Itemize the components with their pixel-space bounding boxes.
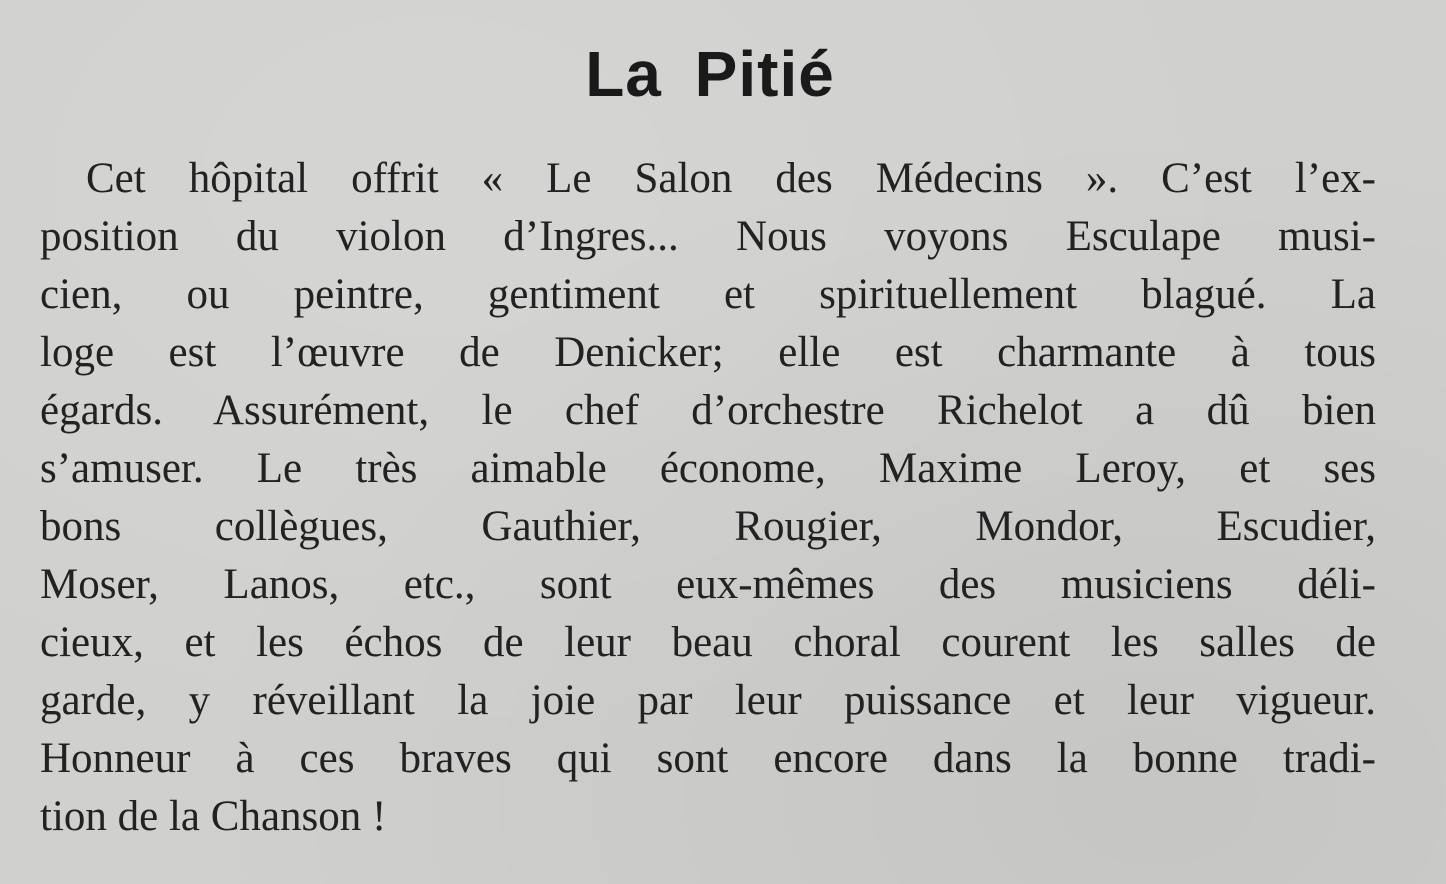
article-line-5: égards. Assurément, le chef d’orchestre Richelot a dû bien xyxy=(40,387,1376,434)
article-title: La Pitié xyxy=(585,38,835,110)
article-line-7: bons collègues, Gauthier, Rougier, Mondor, Escudier, xyxy=(40,503,1376,550)
article-line-8: Moser, Lanos, etc., sont eux-mêmes des musiciens déli- xyxy=(40,561,1376,608)
article-line-1: Cet hôpital offrit « Le Salon des Médecins ». C’est l’ex- xyxy=(86,155,1376,202)
article-line-4: loge est l’œuvre de Denicker; elle est charmante à tous xyxy=(40,329,1376,376)
article-line-12: tion de la Chanson ! xyxy=(40,793,387,840)
article-line-6: s’amuser. Le très aimable économe, Maxime Leroy, et ses xyxy=(40,445,1376,492)
article-line-11: Honneur à ces braves qui sont encore dans la bonne tradi- xyxy=(40,735,1376,782)
article-line-9: cieux, et les échos de leur beau choral courent les salles de xyxy=(40,619,1376,666)
article-line-2: position du violon d’Ingres... Nous voyons Esculape musi- xyxy=(40,213,1376,260)
article-line-3: cien, ou peintre, gentiment et spirituellement blagué. La xyxy=(40,271,1376,318)
article-body xyxy=(40,150,1376,846)
article-line-10: garde, y réveillant la joie par leur puissance et leur vigueur. xyxy=(40,677,1376,724)
